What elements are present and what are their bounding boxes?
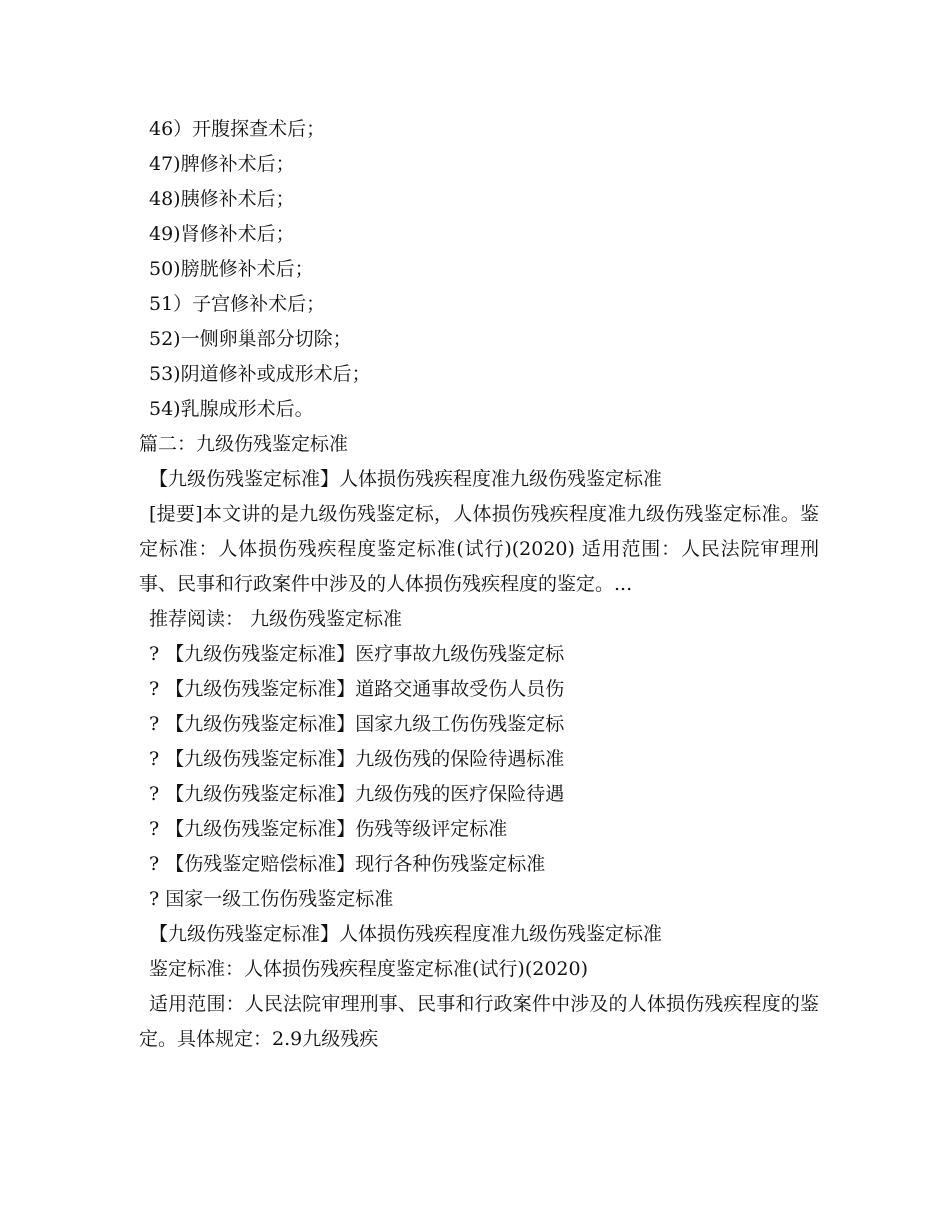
list-item: 48)胰修补术后； bbox=[149, 188, 295, 210]
document-body bbox=[139, 112, 819, 1057]
recommended-reading-label: 推荐阅读： 九级伤残鉴定标准 bbox=[149, 608, 403, 630]
list-item: 46）开腹探查术后； bbox=[149, 118, 326, 140]
section-heading: 篇二：九级伤残鉴定标准 bbox=[139, 433, 349, 455]
recommended-link[interactable]: ? 国家一级工伤伤残鉴定标准 bbox=[149, 888, 394, 910]
recommended-link[interactable]: ? 【九级伤残鉴定标准】道路交通事故受伤人员伤 bbox=[149, 678, 565, 700]
standard-line: 鉴定标准：人体损伤残疾程度鉴定标准(试行)(2020) bbox=[149, 958, 589, 980]
summary-paragraph: [提要]本文讲的是九级伤残鉴定标，人体损伤残疾程度准九级伤残鉴定标准。鉴定标准：人体损伤残疾程度鉴定标准(试行)(2020) 适用范围：人民法院审理刑事、民事和行政案件中涉及的人体损伤残疾程度的鉴定。... bbox=[139, 503, 819, 595]
article-title-repeat: 【九级伤残鉴定标准】人体损伤残疾程度准九级伤残鉴定标准 bbox=[149, 923, 663, 945]
recommended-link[interactable]: ? 【九级伤残鉴定标准】伤残等级评定标准 bbox=[149, 818, 508, 840]
list-item: 47)脾修补术后； bbox=[149, 153, 295, 175]
list-item: 52)一侧卵巢部分切除； bbox=[149, 328, 352, 350]
recommended-link[interactable]: ? 【伤残鉴定赔偿标准】现行各种伤残鉴定标准 bbox=[149, 853, 546, 875]
article-title: 【九级伤残鉴定标准】人体损伤残疾程度准九级伤残鉴定标准 bbox=[149, 468, 663, 490]
list-item: 49)肾修补术后； bbox=[149, 223, 295, 245]
recommended-link[interactable]: ? 【九级伤残鉴定标准】国家九级工伤伤残鉴定标 bbox=[149, 713, 565, 735]
recommended-link[interactable]: ? 【九级伤残鉴定标准】九级伤残的医疗保险待遇 bbox=[149, 783, 565, 805]
list-item: 54)乳腺成形术后。 bbox=[149, 398, 314, 420]
list-item: 51）子宫修补术后； bbox=[149, 293, 326, 315]
scope-paragraph: 适用范围：人民法院审理刑事、民事和行政案件中涉及的人体损伤残疾程度的鉴定。具体规定：2.9九级残疾 bbox=[139, 993, 819, 1050]
recommended-link[interactable]: ? 【九级伤残鉴定标准】九级伤残的保险待遇标准 bbox=[149, 748, 565, 770]
list-item: 50)膀胱修补术后； bbox=[149, 258, 314, 280]
list-item: 53)阴道修补或成形术后； bbox=[149, 363, 371, 385]
recommended-link[interactable]: ? 【九级伤残鉴定标准】医疗事故九级伤残鉴定标 bbox=[149, 643, 565, 665]
